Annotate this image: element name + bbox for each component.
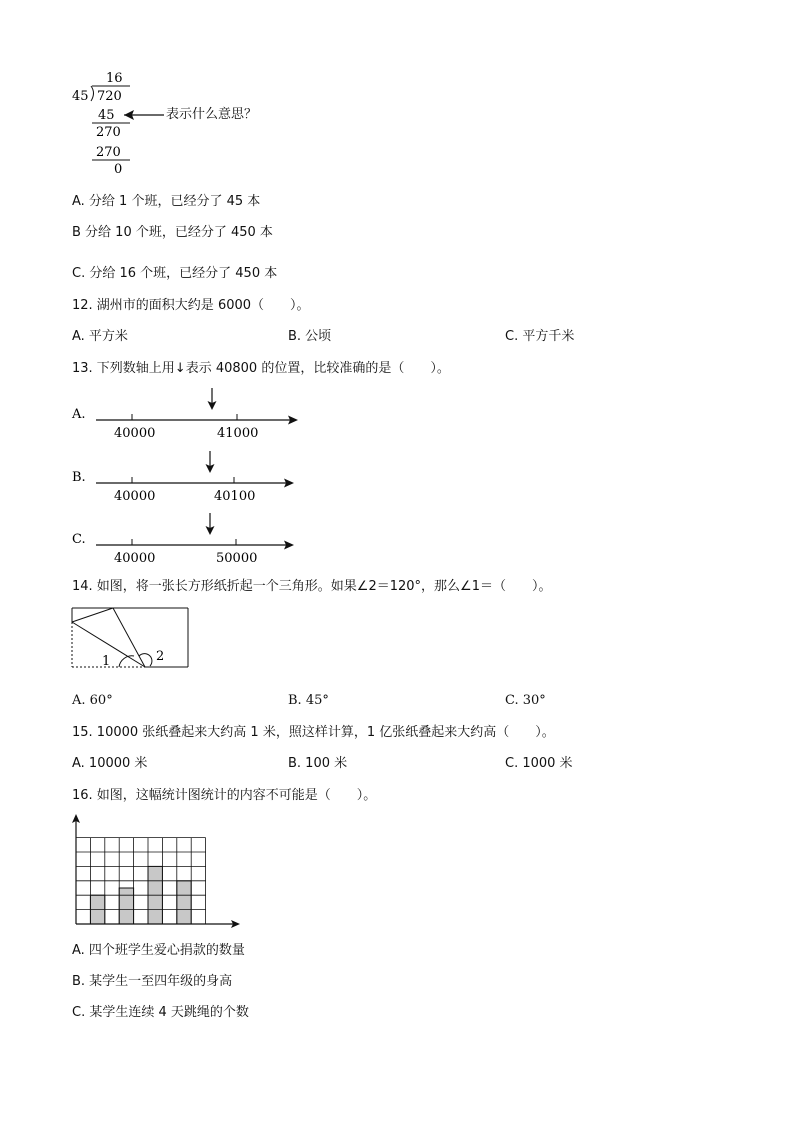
bar-grid-svg [70,812,242,932]
division-dividend: 720 [97,89,122,104]
q15-option-b: B. 100 米 [288,756,348,771]
q16-option-a: A. 四个班学生爱心捐款的数量 [72,943,245,958]
folded-paper-figure [70,604,194,670]
number-line-c-right-tick-label: 50000 [216,551,258,566]
number-line-c-left-tick-label: 40000 [114,551,156,566]
number-line-a-left-tick-label: 40000 [114,426,156,441]
long-division-figure [70,68,280,180]
number-line-b-left-tick-label: 40000 [114,489,156,504]
number-line-a-right-tick-label: 41000 [217,426,259,441]
division-divisor: 45 [72,89,89,104]
q16-option-b: B. 某学生一至四年级的身高 [72,974,233,989]
q13-stem: 13. 下列数轴上用↓表示 40800 的位置，比较准确的是（ ）。 [72,361,450,376]
division-annotation: 表示什么意思？ [166,107,258,122]
angle1-arc [119,656,134,667]
number-line-b [70,449,310,507]
q15-option-c: C. 1000 米 [505,756,573,771]
division-step2: 270 [96,125,121,140]
number-line-a [70,386,310,444]
q14-stem: 14. 如图，将一张长方形纸折起一个三角形。如果∠2＝120°，那么∠1＝（ ）。 [72,579,552,594]
number-line-a-label: A. [72,407,86,422]
q12-stem: 12. 湖州市的面积大约是 6000（ ）。 [72,298,310,313]
folded-flap-top [72,608,113,622]
q16-stem: 16. 如图，这幅统计图统计的内容不可能是（ ）。 [72,788,377,803]
bar-2 [119,888,133,924]
bar-grid-chart [70,812,242,932]
division-quotient: 16 [106,71,123,86]
q11-option-b: B 分给 10 个班，已经分了 450 本 [72,225,273,240]
number-line-c-label: C. [72,532,86,547]
number-line-c [70,511,310,569]
q15-option-a: A. 10000 米 [72,756,148,771]
number-line-b-label: B. [72,470,86,485]
q12-option-b: B. 公顷 [288,329,332,344]
q14-option-b: B. 45° [288,693,329,708]
division-bracket [91,86,94,101]
division-step1: 45 [98,108,115,123]
fold-crease [113,608,145,667]
q12-option-a: A. 平方米 [72,329,128,344]
long-division-svg [70,68,280,180]
division-remainder: 0 [114,162,123,177]
q14-option-c: C. 30° [505,693,546,708]
q14-option-a: A. 60° [72,693,113,708]
q11-option-a: A. 分给 1 个班，已经分了 45 本 [72,194,261,209]
q11-option-c: C. 分给 16 个班，已经分了 450 本 [72,266,278,281]
q15-stem: 15. 10000 张纸叠起来大约高 1 米，照这样计算，1 亿张纸叠起来大约高（ ）。 [72,725,555,740]
q12-option-c: C. 平方千米 [505,329,575,344]
division-step3: 270 [96,145,121,160]
q16-option-c: C. 某学生连续 4 天跳绳的个数 [72,1005,249,1020]
angle1-label: 1 [102,654,111,669]
bar-4 [177,881,191,924]
angle2-label: 2 [156,649,165,664]
number-line-b-right-tick-label: 40100 [214,489,256,504]
